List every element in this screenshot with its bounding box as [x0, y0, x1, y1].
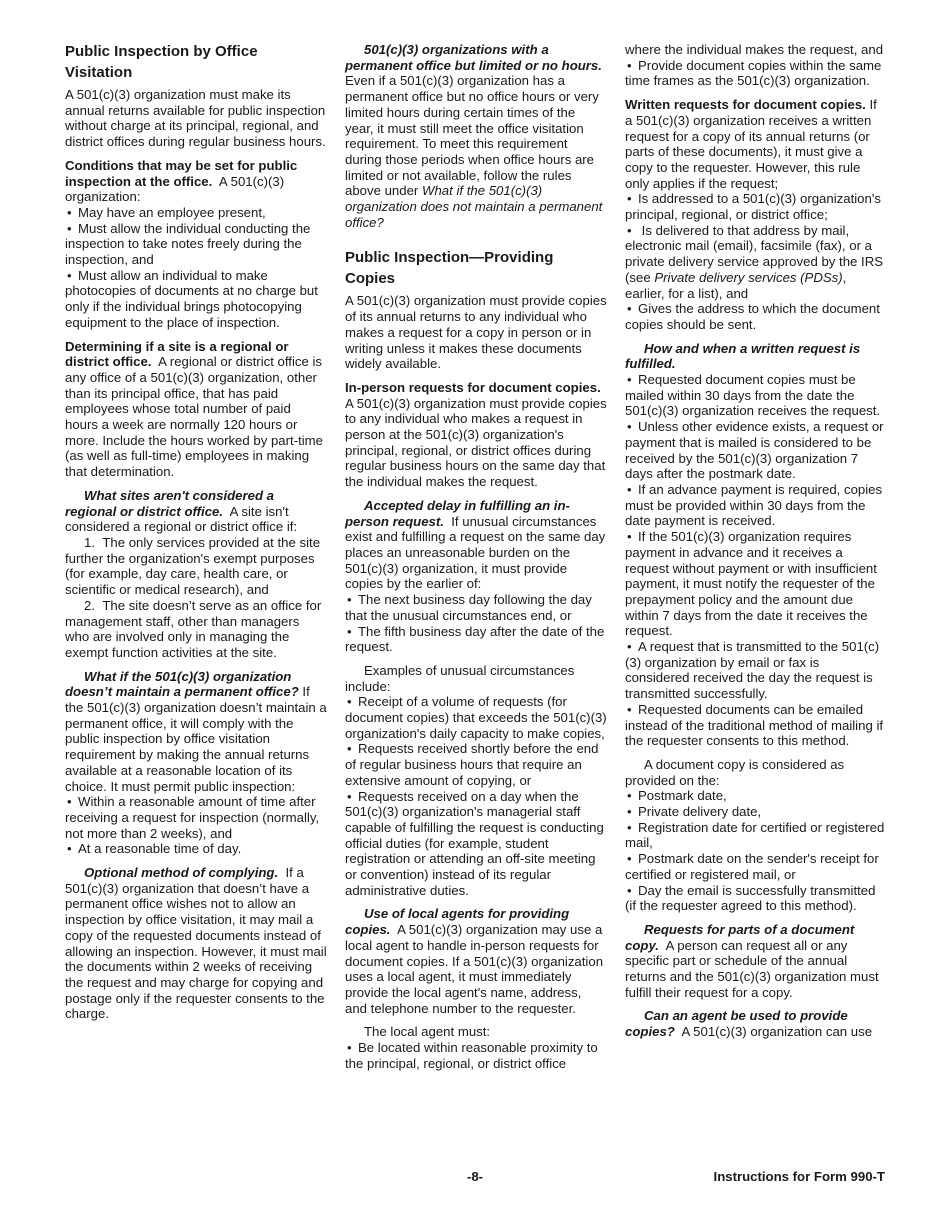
paragraph: Examples of unusual circumstances include: [345, 662, 575, 694]
paragraph: where the individual makes the request, and [625, 42, 884, 57]
column-middle [345, 42, 607, 1079]
list-item: • Requests received on a day when the 501(c)(3) organization's managerial staff capable of fulfilling the request is conducting official duties (for example, student registration or attending an off-site meeting or convention) instead of its regular administrative duties. [345, 789, 607, 899]
section-heading-providing-copies: Public Inspection—Providing Copies [345, 249, 554, 287]
paragraph: Can an agent be used to provide copies? A 501(c)(3) organization can use [625, 1008, 873, 1040]
list-item: • Must allow an individual to make photocopies of documents at no charge but only if the individual brings photocopying equipment to the place of inspection. [65, 268, 327, 331]
run-in-heading: In-person requests for document copies. [345, 379, 601, 395]
list-item: • Day the email is successfully transmitted (if the requester agreed to this method). [625, 883, 887, 914]
paragraph [625, 341, 887, 372]
run-in-heading: Determining if a site is a regional or district office. [65, 338, 289, 370]
paragraph: Conditions that may be set for public inspection at the office. A 501(c)(3) organization: [65, 157, 298, 205]
list-item: • If the 501(c)(3) organization requires payment in advance and it receives a request without payment or with insufficient payment, it must notify the requester of the prepayment policy and the amount due within 7 days from the date it receives the request. [625, 529, 887, 639]
bullet-list [65, 794, 327, 857]
bullet-list [345, 592, 607, 655]
list-item: • Unless other evidence exists, a request or payment that is mailed is considered to be received by the 501(c)(3) organization 7 days after the postmark date. [625, 419, 887, 482]
list-item: • Private delivery date, [625, 804, 887, 820]
list-item: • Postmark date, [625, 788, 887, 804]
bullet-list [345, 1040, 607, 1071]
paragraph: A document copy is considered as provided on the: [625, 756, 845, 788]
numbered-item: 2. The site doesn’t serve as an office for management staff, other than managers who are involved only in managing the exempt function activities at the site. [65, 597, 322, 660]
list-item: • Requested document copies must be mailed within 30 days from the date the 501(c)(3) organization receives the request. [625, 372, 887, 419]
paragraph: In-person requests for document copies. A 501(c)(3) organization must provide copies to any individual who makes a request in person at the 501(c)(3) organization's principal, regional, or district offices during regular business hours on the same day that the individual makes the request. [345, 379, 607, 490]
paragraph: Requests for parts of a document copy. A person can request all or any specific part or schedule of the annual returns and the 501(c)(3) organization must fulfill their request for a copy. [625, 921, 879, 1000]
list-item: • Be located within reasonable proximity to the principal, regional, or district office [345, 1040, 607, 1071]
paragraph: The local agent must: [364, 1024, 491, 1040]
list-item: • Registration date for certified or registered mail, [625, 820, 887, 851]
run-in-heading: Requests for parts of a document copy. [625, 921, 855, 953]
paragraph: Accepted delay in fulfilling an in-person request. If unusual circumstances exist and fulfilling a request on the same day places an unreasonable burden on the 501(c)(3) organization, it must provide copies by the earlier of: [345, 497, 606, 592]
list-item: • A request that is transmitted to the 501(c)(3) organization by email or fax is considered received the day the request is transmitted successfully. [625, 639, 887, 702]
run-in-heading: What if the 501(c)(3) organization doesn’t maintain a permanent office? [65, 668, 299, 700]
footer-form-title: Instructions for Form 990-T [713, 1169, 885, 1184]
bullet-list [625, 788, 887, 914]
run-in-heading: 501(c)(3) organizations with a permanent office but limited or no hours. [345, 42, 602, 73]
run-in-heading: How and when a written request is fulfilled. [625, 340, 861, 372]
paragraph: Use of local agents for providing copies. A 501(c)(3) organization may use a local agent to handle in-person requests for document copies. If a 501(c)(3) organization uses a local agent, it must immediately provide the local agent's name, address, and telephone number to the requester. [345, 906, 604, 1016]
run-in-heading: Optional method of complying. [84, 865, 279, 881]
bullet-list [625, 191, 887, 332]
list-item: • At a reasonable time of day. [65, 841, 327, 857]
bullet-list [625, 372, 887, 749]
list-item: • Gives the address to which the document copies should be sent. [625, 301, 887, 332]
paragraph: 501(c)(3) organizations with a permanent office but limited or no hours. Even if a 501(c)(3) organization has a permanent office but no office hours or very limited hours during certain times of the year, it must still meet the office visitation requirement. To meet this requirement during those periods when office hours are limited or not available, follow the rules above under What if the 501(c)(3) organization does not maintain a permanent office? [345, 42, 603, 230]
bullet-list [625, 58, 887, 89]
section-heading-office-visitation: Public Inspection by Office Visitation [65, 43, 258, 81]
cross-reference: Private delivery services (PDSs) [654, 269, 843, 285]
paragraph: A 501(c)(3) organization must provide copies of its annual returns to any individual who makes a request for a copy in person or in writing unless it makes these documents widely available. [345, 293, 607, 372]
list-item: • Receipt of a volume of requests (for document copies) that exceeds the 501(c)(3) organization's daily capacity to make copies, [345, 694, 607, 741]
paragraph: What if the 501(c)(3) organization doesn’t maintain a permanent office? If the 501(c)(3) organization doesn’t maintain a permanent office, it will comply with the public inspection by office visitation requirement by making the annual returns available at a reasonable location of its choice. It must permit public inspection: [65, 668, 327, 794]
paragraph: Written requests for document copies. If a 501(c)(3) organization receives a written request for a copy of its annual returns (or parts of these documents), it must give a copy to the requester. However, this rule only applies if the request; [625, 97, 877, 191]
paragraph: What sites aren't considered a regional or district office. A site isn't considered a regional or district office if: [65, 487, 298, 535]
run-in-heading: Accepted delay in fulfilling an in-person request. [345, 497, 570, 529]
bullet-list [345, 694, 607, 898]
list-item: • Postmark date on the sender's receipt for certified or registered mail, or [625, 851, 887, 882]
list-item: • May have an employee present, [65, 205, 327, 221]
list-item: • Within a reasonable amount of time after receiving a request for inspection (normally, not more than 2 weeks), and [65, 794, 327, 841]
list-item: • Is delivered to that address by mail, electronic mail (email), facsimile (fax), or a private delivery service approved by the IRS (see Private delivery services (PDSs), earlier, for a list), and [625, 223, 887, 302]
numbered-item: 1. The only services provided at the site further the organization's exempt purposes (for example, day care, health care, or scientific or medical research), and [65, 534, 321, 598]
cross-reference: What if the 501(c)(3) organization does not maintain a permanent office? [345, 183, 603, 230]
list-item: • Requested documents can be emailed instead of the traditional method of mailing if the requester consents to this method. [625, 702, 887, 749]
run-in-heading: What sites aren't considered a regional or district office. [65, 487, 275, 519]
paragraph: Optional method of complying. If a 501(c)(3) organization that doesn’t have a permanent office wishes not to allow an inspection by office visitation, it may mail a copy of the requested documents instead of allowing an inspection. However, it must mail the documents within 2 weeks of receiving the request and may charge for copying and postage only if the requester consents to the charge. [65, 865, 327, 1022]
list-item: • Must allow the individual conducting the inspection to take notes freely during the inspection, and [65, 221, 327, 268]
run-in-heading: Written requests for document copies. [625, 97, 866, 113]
paragraph: Determining if a site is a regional or district office. A regional or district office is any office of a 501(c)(3) organization, other than its principal office, that has paid employees whose total number of paid hours a week are normally 120 hours or more. Include the hours worked by part-time (as well as full-time) employees in making that determination. [65, 338, 324, 480]
list-item: • If an advance payment is required, copies must be provided within 30 days from the date payment is received. [625, 482, 887, 529]
bullet-list [65, 205, 327, 331]
list-item: • The next business day following the day that the unusual circumstances end, or [345, 592, 607, 623]
paragraph: A 501(c)(3) organization must make its annual returns available for public inspection without charge at its principal, regional, and district offices during regular business hours. [65, 87, 326, 150]
run-in-heading: Conditions that may be set for public inspection at the office. [65, 157, 298, 189]
list-item: • Is addressed to a 501(c)(3) organization's principal, regional, or district office; [625, 191, 887, 222]
list-item: • Provide document copies within the same time frames as the 501(c)(3) organization. [625, 58, 887, 89]
page-number: -8- [466, 1169, 484, 1184]
run-in-heading: Can an agent be used to provide copies? [625, 1008, 848, 1040]
run-in-heading: Use of local agents for providing copies. [345, 906, 570, 938]
column-right [625, 42, 887, 1048]
column-left [65, 42, 327, 1030]
list-item: • Requests received shortly before the end of regular business hours that require an extensive amount of copying, or [345, 741, 607, 788]
list-item: • The fifth business day after the date of the request. [345, 624, 607, 655]
